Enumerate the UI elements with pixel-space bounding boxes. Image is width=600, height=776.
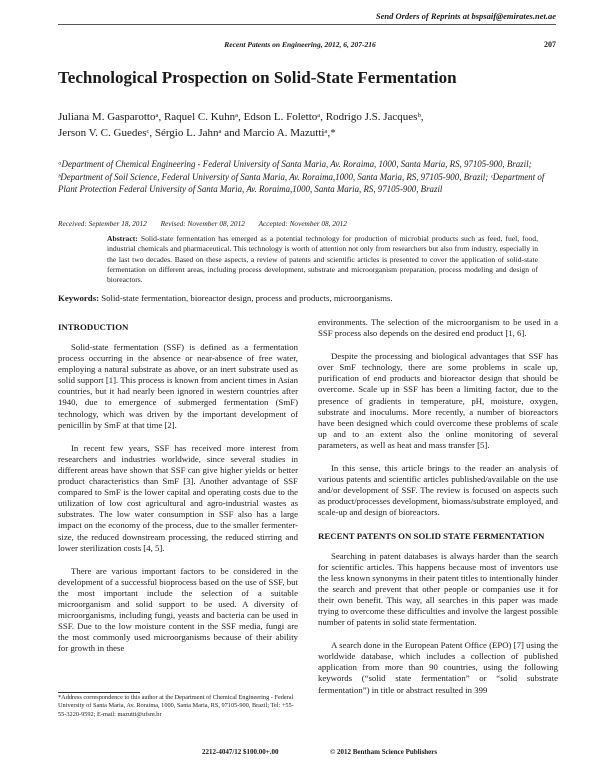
revised-date: Revised: November 08, 2012 — [160, 219, 245, 228]
intro-paragraph-2: In recent few years, SSF has received more interest from researchers and industries worldwide, since several studies in different areas have shown that SSF can give higher yields or better product characteristics than SmF [3]. Another advantage of SSF compared to SmF is the lower capital and operating costs due to the utilization of low cost agricultural and agro-industrial wastes as substrates. The low water consumption in SSF also has a large impact on the economy of the process, due to the smaller fermenter-size, the reduced downstream processing, the reduced stirring and lower sterilization costs [4, 5]. — [58, 442, 298, 553]
article-dates — [58, 219, 359, 228]
affiliations: ᵃDepartment of Chemical Engineering - Federal University of Santa Maria, Av. Roraima, 1000, Santa Maria, RS, 97105-900, Brazil; ᵇDepartment of Soil Science, Federal University of Santa Maria, Av. Roraima,1000, Santa Maria, RS, 97105-900, Brazil; ᶜDepartment of Plant Protection Federal University of Santa Maria, Av. Roraima,1000, Santa Maria, RS, 97105-900, Brazil — [58, 159, 545, 194]
received-date: Received: September 18, 2012 — [58, 219, 147, 228]
article-title: Technological Prospection on Solid-State Fermentation — [58, 68, 457, 87]
footnote-rule — [58, 692, 140, 693]
section-heading-recent-patents: RECENT PATENTS ON SOLID STATE FERMENTATION — [318, 530, 545, 541]
intro-paragraph-5: Despite the processing and biological advantages that SSF has over SmF technology, there are some problems in scale up, purification of end products and bioreactor design that should be overcome. Scale up in SSF has been a limiting factor, due to the presence of gradients in temperature, pH, moisture, oxygen, substrate and inoculums. More recently, a number of bioreactors have been designed which could overcome these problems of scale up and to an extent also the online monitoring of several parameters, as well as heat and mass transfer [5]. — [318, 351, 558, 450]
abstract-label: Abstract: — [107, 234, 138, 243]
abstract — [107, 234, 538, 285]
intro-paragraph-1: Solid-state fermentation (SSF) is defined as a fermentation process occurring in the absence or near-absence of free water, employing a natural substrate as above, or an inert substrate used as solid support [1]. This process is known from ancient times in Asian countries, but it had nearly been ignored in western countries after 1940, due to emergence of submerged fermentation (SmF) technology, which was driven by the important development of penicillin by SmF at that time [2]. — [58, 342, 298, 430]
intro-paragraph-6: In this sense, this article brings to the reader an analysis of various patents and scientific articles published/available on the use and/or development of SSF. The review is focused on aspects such as product/processes development, biomass/substrate employed, and scale-up and design of bioreactors. — [318, 463, 558, 518]
accepted-date: Accepted: November 08, 2012 — [258, 219, 347, 228]
section-heading-introduction: INTRODUCTION — [58, 322, 129, 332]
copyright-line: © 2012 Bentham Science Publishers — [330, 748, 438, 756]
keywords — [58, 293, 552, 303]
author-line-2: Jerson V. C. Guedesᶜ, Sérgio L. Jahnᵃ and Marcio A. Mazuttiᵃ,* — [58, 126, 336, 139]
keywords-label: Keywords: — [58, 293, 100, 303]
author-line-1: Juliana M. Gasparottoᵃ, Raquel C. Kuhnᵃ, Edson L. Folettoᵃ, Rodrigo J.S. Jacquesᵇ, — [58, 111, 424, 123]
patents-paragraph-1: Searching in patent databases is always harder than the search for scientific articles. This happens because most of inventors use the less known synonyms in their patent titles to intentionally hinder the search and prevent that other people or companies use it for their own benefit. This way, all searches in this paper was made trying to overcome these difficulties and involve the largest possible number of patents in solid state fermentation. — [318, 550, 558, 628]
reprints-notice: Send Orders of Reprints at bspsaif@emirates.net.ae — [375, 11, 556, 21]
intro-paragraph-3: There are various important factors to be considered in the development of a successful bioprocess based on the use of SSF, but the most important include the selection of a suitable microorganism and solid support to be used. A diversity of microorganisms, including fungi, yeasts and bacteria can be used in SSF. Due to the low moisture content in the SSF media, fungi are the most commonly used microorganisms because of their ability for growth in these — [58, 565, 298, 654]
journal-citation: Recent Patents on Engineering, 2012, 6, 207-216 — [224, 40, 376, 49]
keywords-text: Solid-state fermentation, bioreactor design, process and products, microorganisms. — [101, 293, 393, 303]
intro-paragraph-4: environments. The selection of the microorganism to be used in a SSF process also depends on the desired end product [1, 6]. — [318, 317, 558, 339]
author-list — [58, 110, 558, 141]
issn-line: 2212-4047/12 $100.00+.00 — [202, 748, 279, 756]
header-rule — [58, 24, 556, 25]
correspondence-footnote: *Address correspondence to this author at the Department of Chemical Engineering - Federal University of Santa Maria, Av. Roraima, 1000, Santa Maria, RS, 97105-900, Brazil; Tel: +55-55-3220-9592; E-mail: mazutti@ufsm.br — [58, 694, 294, 718]
abstract-text: Solid-state fermentation has emerged as a potential technology for production of microbial products such as feed, fuel, food, industrial chemicals and pharmaceutical. This technology is worth of attention not only from researchers but also from industry, especially in the last two decades. Based on these aspects, a review of patents and scientific articles is presented to cover the application of solid-state fermentation on different areas, including process development, substrate and microorganism preparation, process modeling and design of bioreactors. — [107, 234, 538, 285]
right-column — [318, 317, 558, 708]
patents-paragraph-2: A search done in the European Patent Office (EPO) [7] using the worldwide database, which includes a collection of published application from more than 90 countries, using the following keywords (“solid state fermentation” or “solid substrate fermentation”) in title or abstract resulted in 399 — [318, 640, 558, 695]
page-number: 207 — [544, 40, 556, 49]
left-column — [58, 317, 298, 666]
